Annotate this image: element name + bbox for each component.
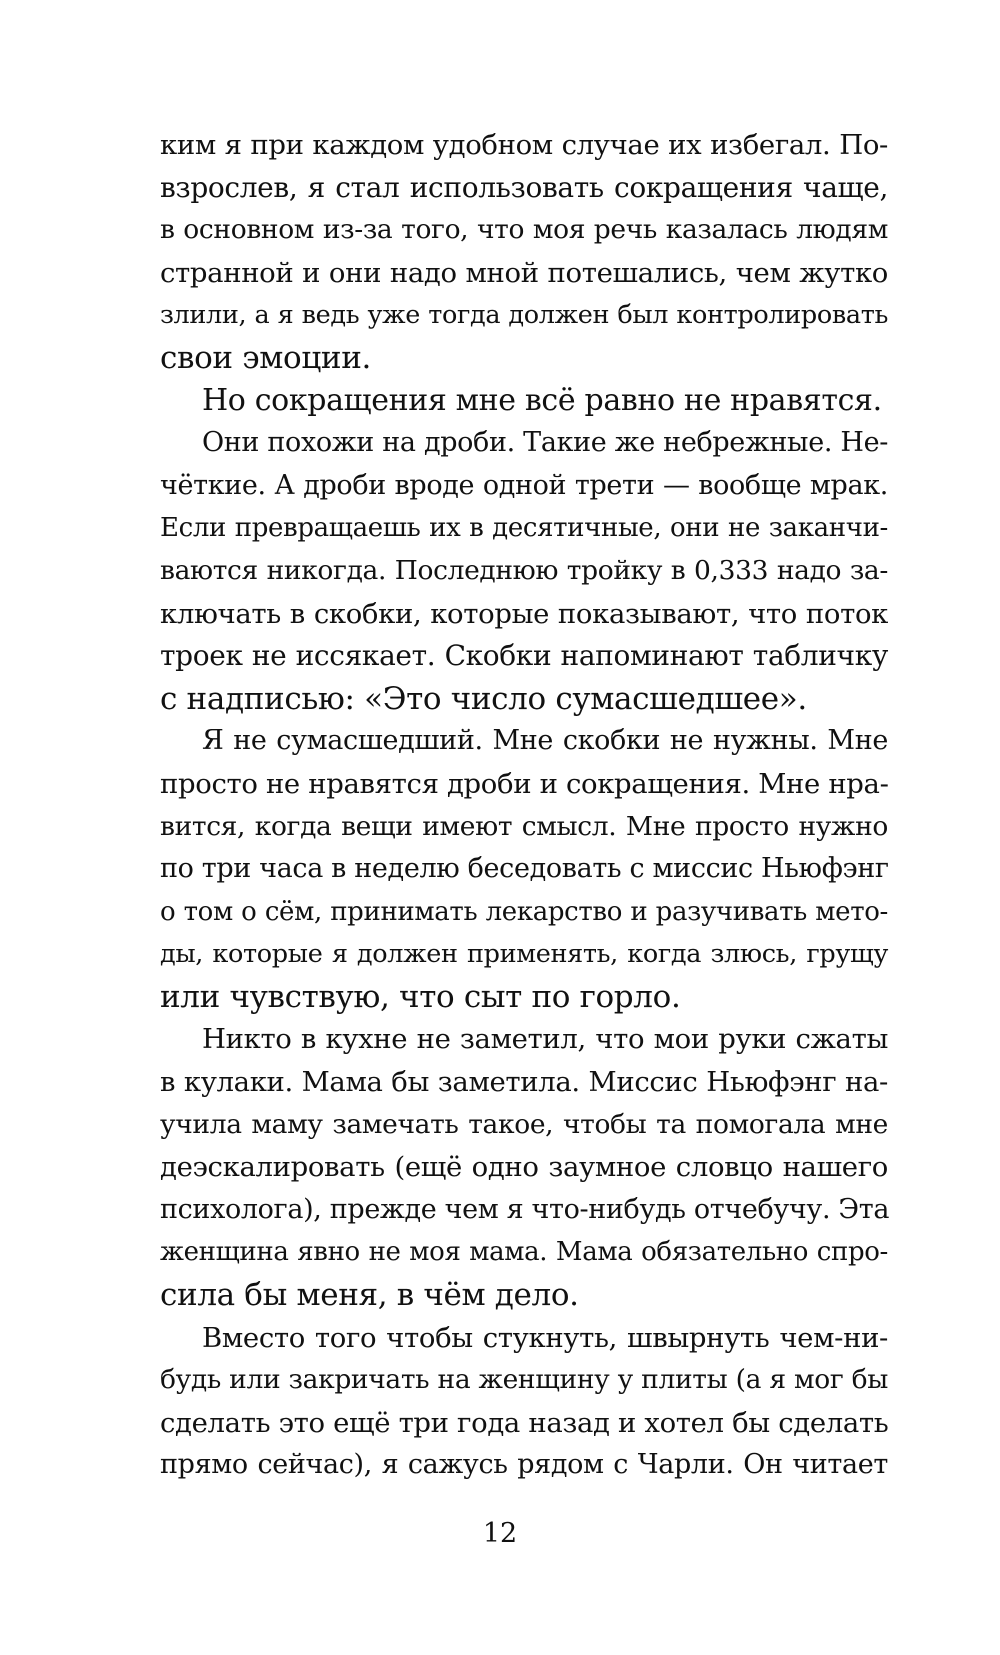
text-line: чёткие. А дроби вроде одной трети — вообще мрак. bbox=[160, 469, 888, 501]
text-line: по три часа в неделю беседовать с миссис Ньюфэнг bbox=[160, 853, 889, 885]
text-line: прямо сейчас), я сажусь рядом с Чарли. Он читает bbox=[160, 1449, 888, 1481]
text-line: Если превращаешь их в десятичные, они не заканчи- bbox=[160, 513, 888, 544]
text-line: женщина явно не моя мама. Мама обязательно спро- bbox=[160, 1237, 888, 1268]
text-line: просто не нравятся дроби и сокращения. Мне нра- bbox=[160, 767, 889, 800]
text-line: учила маму замечать такое, чтобы та помогала мне bbox=[160, 1108, 888, 1140]
text-line: Но сокращения мне всё равно не нравятся. bbox=[202, 382, 882, 418]
text-line: ваются никогда. Последнюю тройку в 0,333 надо за- bbox=[160, 554, 888, 586]
page-number: 12 bbox=[482, 1518, 518, 1549]
text-line: ды, которые я должен применять, когда злюсь, грущу bbox=[160, 939, 888, 970]
text-line: в основном из-за того, что моя речь казалась людям bbox=[160, 214, 888, 246]
text-line: о том о сём, принимать лекарство и разучивать мето- bbox=[160, 896, 888, 927]
text-line: взрослев, я стал использовать сокращения чаще, bbox=[160, 170, 888, 204]
text-line: Они похожи на дроби. Такие же небрежные. Не- bbox=[202, 427, 888, 459]
text-line: Никто в кухне не заметил, что мои руки сжаты bbox=[202, 1023, 888, 1056]
text-line: странной и они надо мной потешались, чем жутко bbox=[160, 256, 888, 289]
text-line: злили, а я ведь уже тогда должен был контролировать bbox=[160, 300, 888, 331]
text-line: Вместо того чтобы стукнуть, швырнуть чем-ни- bbox=[202, 1321, 888, 1354]
text-line: сделать это ещё три года назад и хотел бы сделать bbox=[160, 1406, 889, 1439]
text-line: или чувствую, что сыт по горло. bbox=[160, 978, 681, 1015]
text-line: психолога), прежде чем я что-нибудь отчебучу. Эта bbox=[160, 1193, 890, 1225]
body-text bbox=[160, 124, 888, 1487]
text-line: свои эмоции. bbox=[160, 339, 372, 376]
text-line: в кулаки. Мама бы заметила. Миссис Ньюфэнг на- bbox=[160, 1066, 888, 1099]
text-line: ким я при каждом удобном случае их избегал. По- bbox=[160, 129, 888, 161]
text-line: деэскалировать (ещё одно заумное словцо нашего bbox=[160, 1151, 888, 1184]
text-line: ключать в скобки, которые показывают, что поток bbox=[160, 597, 888, 630]
text-line: сила бы меня, в чём дело. bbox=[160, 1277, 579, 1314]
text-line: Я не сумасшедший. Мне скобки не нужны. Мне bbox=[202, 725, 888, 757]
text-line: троек не иссякает. Скобки напоминают табличку bbox=[160, 639, 888, 673]
text-line: будь или закричать на женщину у плиты (а я мог бы bbox=[160, 1364, 888, 1396]
text-line: с надписью: «Это число сумасшедшее». bbox=[160, 680, 807, 717]
text-line: вится, когда вещи имеют смысл. Мне просто нужно bbox=[160, 810, 888, 842]
